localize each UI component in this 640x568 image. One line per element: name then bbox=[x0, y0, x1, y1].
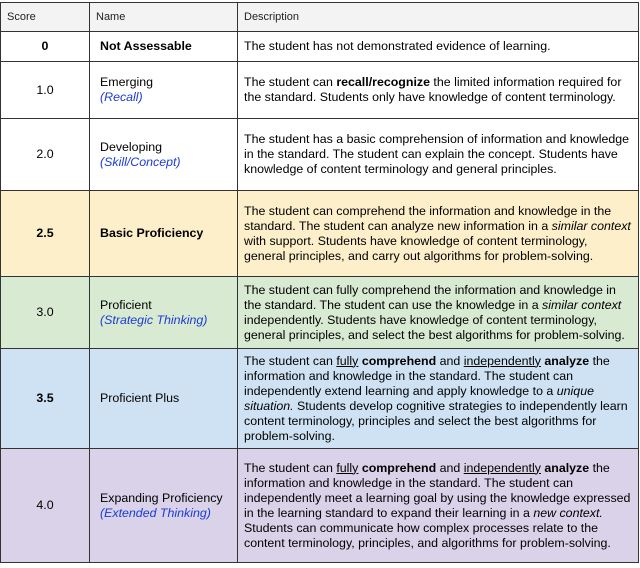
score-cell: 3.5 bbox=[1, 349, 90, 449]
table-row bbox=[1, 449, 639, 563]
score-cell: 0 bbox=[1, 32, 90, 62]
desc-text: Students develop cognitive strategies to independently learn content terminology, principles and select the best algorithms for problem-solving. bbox=[244, 398, 628, 443]
level-subtitle: (Skill/Concept) bbox=[100, 154, 181, 169]
name-cell bbox=[90, 119, 238, 191]
desc-bold: comprehend bbox=[361, 460, 437, 475]
table-row bbox=[1, 32, 639, 62]
desc-bold: analyze bbox=[544, 353, 590, 368]
rubric-table bbox=[0, 2, 639, 563]
table-row bbox=[1, 119, 639, 191]
score-cell: 2.0 bbox=[1, 119, 90, 191]
table-row bbox=[1, 191, 639, 277]
level-name: Proficient bbox=[100, 297, 152, 312]
desc-text: and bbox=[436, 460, 464, 475]
score-cell: 1.0 bbox=[1, 62, 90, 119]
header-score: Score bbox=[1, 3, 90, 32]
name-cell bbox=[90, 62, 238, 119]
description-cell bbox=[238, 62, 639, 119]
level-name: Expanding Proficiency bbox=[100, 490, 223, 505]
desc-underline: fully bbox=[336, 460, 359, 475]
desc-underline: fully bbox=[336, 353, 359, 368]
table-row bbox=[1, 349, 639, 449]
table-row bbox=[1, 277, 639, 349]
desc-italic: similar context bbox=[551, 218, 631, 233]
score-cell: 3.0 bbox=[1, 277, 90, 349]
desc-text: and bbox=[436, 353, 464, 368]
desc-italic: unique situation. bbox=[244, 383, 594, 413]
desc-underline: independently bbox=[463, 353, 541, 368]
score-cell: 4.0 bbox=[1, 449, 90, 563]
desc-italic: new context. bbox=[533, 505, 603, 520]
level-subtitle: (Recall) bbox=[100, 90, 143, 104]
level-subtitle: (Extended Thinking) bbox=[100, 505, 211, 520]
desc-text: with support. Students have knowledge of content terminology, general principles, and carry out algorithms for problem-solving. bbox=[244, 233, 594, 263]
desc-text: The student can bbox=[244, 75, 337, 89]
description-cell bbox=[238, 191, 639, 277]
desc-text: The student can fully comprehend the information and knowledge in the standard. The student can use the knowledge in a bbox=[244, 282, 616, 312]
desc-text: Students can communicate how complex processes relate to the content terminology, principles, and algorithms for problem-solving. bbox=[244, 520, 611, 550]
desc-text: independently. Students have knowledge of content terminology, general principles, and select the best algorithms for problem-solving. bbox=[244, 312, 625, 342]
description-cell: The student has not demonstrated evidence of learning. bbox=[238, 32, 639, 62]
name-cell bbox=[90, 449, 238, 563]
name-cell: Proficient Plus bbox=[90, 349, 238, 449]
header-row bbox=[1, 3, 639, 32]
name-cell bbox=[90, 277, 238, 349]
desc-italic: similar context bbox=[542, 297, 622, 312]
desc-underline: independently bbox=[463, 460, 541, 475]
description-cell bbox=[238, 277, 639, 349]
level-name: Emerging bbox=[100, 75, 154, 89]
desc-text: the information and knowledge in the standard. The student can independently extend learning and apply knowledge to a bbox=[244, 353, 610, 398]
description-cell bbox=[238, 349, 639, 449]
desc-text: The student can bbox=[244, 460, 337, 475]
desc-text: The student can bbox=[244, 353, 337, 368]
desc-text: The student can comprehend the information and knowledge in the standard. The student can analyze new information in a bbox=[244, 203, 612, 233]
desc-text: the limited information required for the standard. Students only have knowledge of content terminology. bbox=[244, 75, 622, 104]
table-row bbox=[1, 62, 639, 119]
desc-bold: recall/recognize bbox=[336, 75, 430, 89]
description-cell bbox=[238, 449, 639, 563]
score-cell: 2.5 bbox=[1, 191, 90, 277]
name-cell: Not Assessable bbox=[90, 32, 238, 62]
desc-bold: comprehend bbox=[361, 353, 437, 368]
level-name: Developing bbox=[100, 139, 162, 154]
desc-text: the information and knowledge in the standard. The student can independently meet a learning goal by using the knowledge expressed in the learning standard to expand their learning in a bbox=[244, 460, 631, 520]
description-cell: The student has a basic comprehension of information and knowledge in the standard. The student can explain the concept. Students have knowledge of content terminology and general principles. bbox=[238, 119, 639, 191]
level-subtitle: (Strategic Thinking) bbox=[100, 312, 208, 327]
header-description: Description bbox=[238, 3, 639, 32]
header-name: Name bbox=[90, 3, 238, 32]
desc-bold: analyze bbox=[544, 460, 590, 475]
name-cell: Basic Proficiency bbox=[90, 191, 238, 277]
